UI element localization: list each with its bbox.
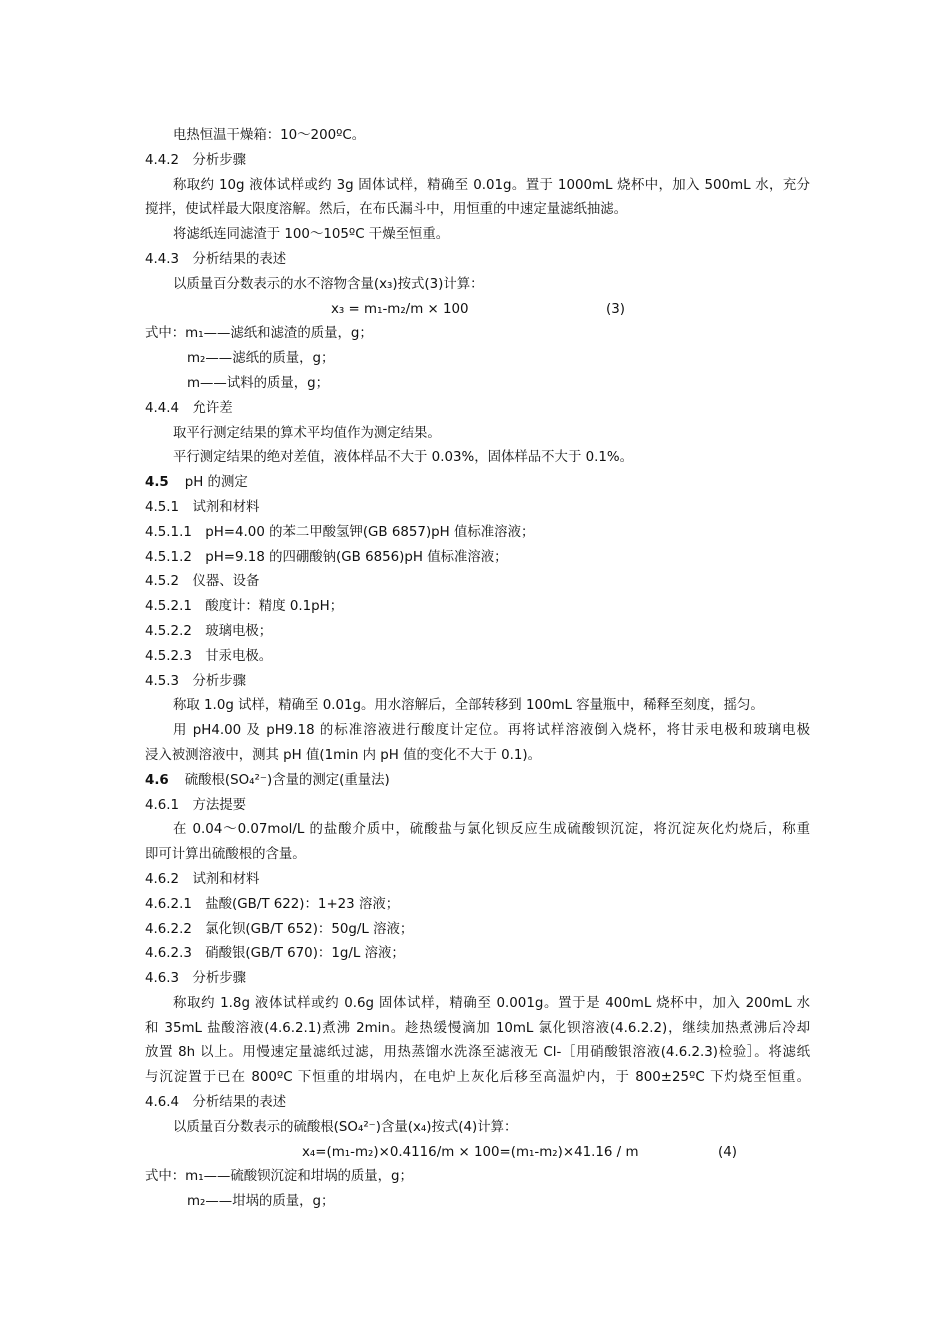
list-item: 4.6.2.3 硝酸银(GB/T 670)：1g/L 溶液； [145,946,405,962]
section-heading: 4.6.4 分析结果的表述 [145,1095,287,1111]
body-text: 称取约 10g 液体试样或约 3g 固体试样，精确至 0.01g。置于 1000mL 烧杯中，加入 500mL 水，充分 [173,177,810,193]
body-text: 以质量百分数表示的水不溶物含量(x₃)按式(3)计算： [173,276,484,292]
body-text: 放置 8h 以上。用慢速定量滤纸过滤，用热蒸馏水洗涤至滤液无 Cl-［用硝酸银溶液(4.6.2.3)检验］。将滤纸 [145,1045,810,1061]
body-text: 用 pH4.00 及 pH9.18 的标准溶液进行酸度计定位。再将试样溶液倒入烧杯，将甘汞电极和玻璃电极 [173,723,810,739]
equation: x₃ = m₁-m₂/m × 100 [331,301,469,317]
section-heading-major [145,769,810,794]
body-text: 电热恒温干燥箱：10～200ºC。 [173,128,366,143]
list-item: 4.5.1.1 pH=4.00 的苯二甲酸氢钾(GB 6857)pH 值标准溶液； [145,524,535,540]
list-item: 4.5.1.2 pH=9.18 的四硼酸钠(GB 6856)pH 值标准溶液； [145,549,508,565]
section-heading: 4.5.1 试剂和材料 [145,499,260,515]
body-text: 搅拌，使试样最大限度溶解。然后，在布氏漏斗中，用恒重的中速定量滤纸抽滤。 [145,202,628,218]
body-text: 平行测定结果的绝对差值，液体样品不大于 0.03%，固体样品不大于 0.1%。 [173,450,634,466]
section-title: pH 的测定 [184,475,248,491]
variable-definition: m₂——滤纸的质量，g； [187,351,335,367]
list-item: 4.5.2.3 甘汞电极。 [145,648,273,664]
body-text: 称取约 1.8g 液体试样或约 0.6g 固体试样，精确至 0.001g。置于是 400mL 烧杯中，加入 200mL 水 [173,995,810,1011]
variable-definition: 式中：m₁——硫酸钡沉淀和坩埚的质量，g； [145,1169,413,1185]
body-text: 与沉淀置于已在 800ºC 下恒重的坩埚内，在电炉上灰化后移至高温炉内，于 800±25ºC 下灼烧至恒重。 [145,1070,810,1086]
body-text: 即可计算出硫酸根的含量。 [145,847,306,863]
body-text: 取平行测定结果的算术平均值作为测定结果。 [173,425,441,441]
section-heading: 4.6.1 方法提要 [145,797,247,813]
document-page [145,124,810,1215]
body-text: 以质量百分数表示的硫酸根(SO₄²⁻)含量(x₄)按式(4)计算： [173,1119,518,1135]
section-heading: 4.5.3 分析步骤 [145,673,247,689]
variable-definition: 式中：m₁——滤纸和滤渣的质量，g； [145,326,373,342]
list-item: 4.6.2.2 氯化钡(GB/T 652)：50g/L 溶液； [145,921,414,937]
equation-row [145,1141,810,1166]
equation-number: (4) [718,1144,737,1160]
section-number: 4.5 [145,475,169,491]
body-text: 和 35mL 盐酸溶液(4.6.2.1)煮沸 2min。趁热缓慢滴加 10mL 氯化钡溶液(4.6.2.2)，继续加热煮沸后冷却 [145,1020,810,1036]
equation-row [145,298,810,323]
section-heading: 4.5.2 仪器、设备 [145,574,260,590]
section-heading: 4.6.3 分析步骤 [145,971,247,987]
variable-definition: m₂——坩埚的质量，g； [187,1194,335,1210]
section-number: 4.6 [145,772,169,788]
body-text: 浸入被测溶液中，测其 pH 值(1min 内 pH 值的变化不大于 0.1)。 [145,747,542,763]
variable-definition: m——试料的质量，g； [187,375,330,391]
section-heading: 4.4.2 分析步骤 [145,152,247,168]
section-heading: 4.4.3 分析结果的表述 [145,251,287,267]
body-text: 将滤纸连同滤渣于 100～105ºC 干燥至恒重。 [173,227,450,243]
body-text: 在 0.04～0.07mol/L 的盐酸介质中，硫酸盐与氯化钡反应生成硫酸钡沉淀，将沉淀灰化灼烧后，称重 [173,822,810,838]
list-item: 4.5.2.2 玻璃电极； [145,623,273,639]
section-title: 硫酸根(SO₄²⁻)含量的测定(重量法) [184,772,390,788]
section-heading: 4.4.4 允许差 [145,400,233,416]
section-heading-major [145,471,810,496]
body-text: 称取 1.0g 试样，精确至 0.01g。用水溶解后，全部转移到 100mL 容量瓶中，稀释至刻度，摇匀。 [173,698,764,714]
equation: x₄=(m₁-m₂)×0.4116/m × 100=(m₁-m₂)×41.16 / m [302,1144,639,1160]
list-item: 4.6.2.1 盐酸(GB/T 622)：1+23 溶液； [145,896,400,912]
equation-number: (3) [606,301,625,317]
list-item: 4.5.2.1 酸度计：精度 0.1pH； [145,599,344,615]
section-heading: 4.6.2 试剂和材料 [145,871,260,887]
